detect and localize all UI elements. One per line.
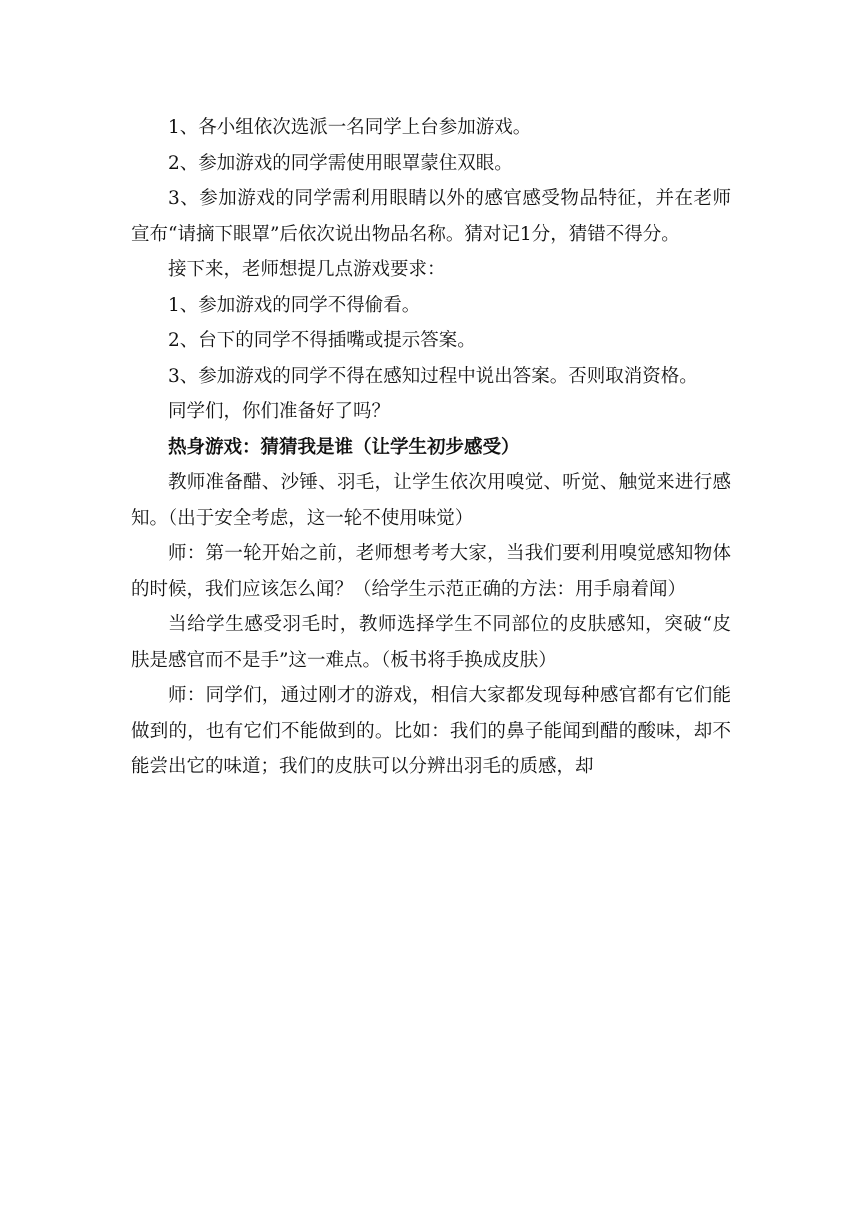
paragraph-teacher-question: 师：第一轮开始之前，老师想考考大家，当我们要利用嗅觉感知物体的时候，我们应该怎么闻？（给学生示范正确的方法：用手扇着闻） — [131, 543, 731, 600]
paragraph-requirement-2: 2、台下的同学不得插嘴或提示答案。 — [168, 330, 476, 351]
section-heading-warmup-game: 热身游戏：猜猜我是谁（让学生初步感受） — [168, 436, 520, 458]
paragraph-requirements-intro: 接下来，老师想提几点游戏要求： — [168, 259, 446, 280]
paragraph-requirement-1: 1、参加游戏的同学不得偷看。 — [168, 294, 421, 316]
paragraph-materials: 教师准备醋、沙锤、羽毛，让学生依次用嗅觉、听觉、触觉来进行感知。（出于安全考虑，这一轮不使用味觉） — [131, 472, 731, 529]
paragraph-rule-1: 1、各小组依次选派一名同学上台参加游戏。 — [168, 117, 532, 138]
paragraph-rule-3: 3、参加游戏的同学需利用眼睛以外的感官感受物品特征，并在老师宣布“请摘下眼罩”后依次说出物品名称。猜对记1分，猜错不得分。 — [131, 188, 731, 245]
paragraph-requirement-3: 3、参加游戏的同学不得在感知过程中说出答案。否则取消资格。 — [168, 365, 698, 387]
paragraph-teacher-summary: 师：同学们，通过刚才的游戏，相信大家都发现每种感官都有它们能做到的，也有它们不能做到的。比如：我们的鼻子能闻到醋的酸味，却不能尝出它的味道；我们的皮肤可以分辨出羽毛的质感，却 — [131, 685, 731, 777]
document-body — [131, 110, 731, 785]
paragraph-ready-question: 同学们，你们准备好了吗？ — [168, 401, 391, 422]
paragraph-feather-skin: 当给学生感受羽毛时，教师选择学生不同部位的皮肤感知，突破“皮肤是感官而不是手”这一难点。（板书将手换成皮肤） — [131, 614, 731, 671]
paragraph-rule-2: 2、参加游戏的同学需使用眼罩蒙住双眼。 — [168, 152, 513, 174]
